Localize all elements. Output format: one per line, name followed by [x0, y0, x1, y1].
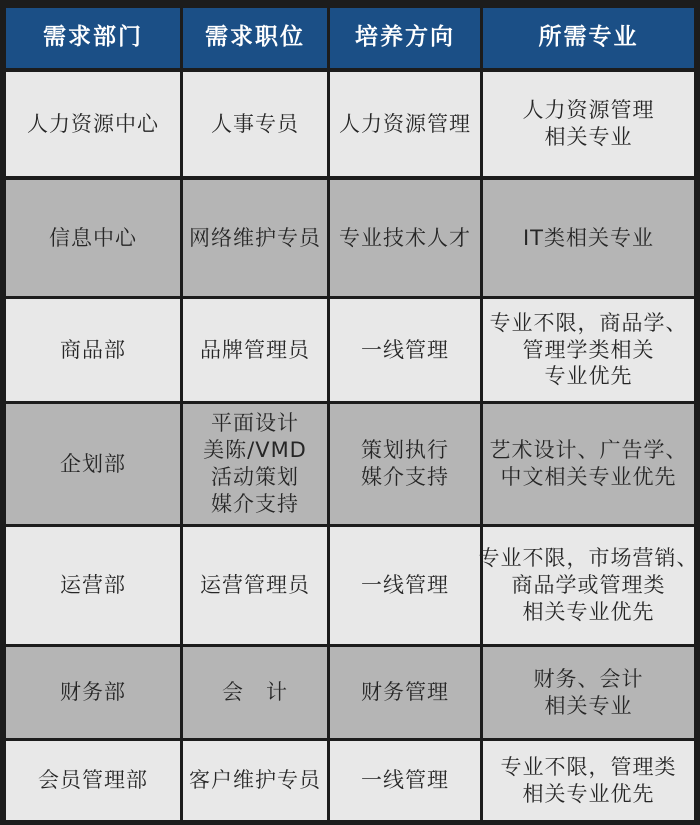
cell-text: [361, 337, 449, 364]
cell-line: 一线管理: [361, 573, 449, 598]
cell-text: [361, 679, 449, 706]
cell-text: [60, 451, 126, 478]
cell-line: 管理学类相关: [522, 337, 655, 362]
header-major: 所需专业: [483, 8, 694, 68]
cell-department: [6, 180, 180, 296]
cell-line: 运营管理员: [200, 573, 310, 598]
cell-direction: [330, 72, 480, 176]
cell-line: 媒介支持: [210, 491, 299, 516]
cell-text: [60, 572, 126, 599]
cell-line: 中文相关专业优先: [500, 465, 677, 489]
cell-position: [183, 180, 327, 296]
cell-major: [483, 647, 694, 738]
cell-text: [203, 410, 307, 518]
cell-text: [211, 111, 299, 138]
header-department: 需求部门: [6, 8, 180, 68]
cell-text: [200, 572, 310, 599]
cell-line: 企划部: [60, 451, 126, 476]
cell-line: 品牌管理员: [200, 337, 310, 362]
cell-department: [6, 527, 180, 644]
cell-position: [183, 741, 327, 820]
cell-text: [189, 225, 321, 252]
cell-line: 专业不限，管理类: [500, 754, 677, 779]
cell-text: [339, 111, 471, 138]
cell-line: 人事专员: [211, 111, 299, 136]
cell-major: [483, 180, 694, 296]
cell-direction: [330, 741, 480, 820]
cell-line: 一线管理: [361, 337, 449, 362]
cell-line: 人力资源管理: [522, 98, 655, 123]
cell-line: 会员管理部: [38, 768, 148, 793]
cell-line: 相关专业优先: [522, 599, 655, 624]
cell-text: [339, 225, 471, 252]
cell-line: 会 计: [222, 680, 288, 705]
cell-direction: [330, 647, 480, 738]
cell-major: [483, 72, 694, 176]
cell-line: 人力资源中心: [27, 111, 159, 136]
cell-major: [483, 404, 694, 524]
cell-line: 专业优先: [544, 364, 633, 389]
cell-line: 财务管理: [361, 680, 449, 705]
cell-line: 一线管理: [361, 768, 449, 793]
cell-department: [6, 647, 180, 738]
cell-line: IT类相关专业: [522, 225, 655, 250]
cell-text: [38, 767, 148, 794]
cell-line: 商品部: [60, 337, 126, 362]
cell-major: [478, 527, 699, 644]
cell-direction: [330, 299, 480, 401]
cell-line: 专业不限，市场营销、: [478, 546, 699, 571]
header-direction: 培养方向: [330, 8, 480, 68]
cell-department: [6, 72, 180, 176]
cell-direction: [330, 527, 480, 644]
cell-line: 人力资源管理: [339, 111, 471, 136]
cell-direction: [330, 404, 480, 524]
cell-line: 商品学或管理类: [511, 573, 666, 598]
cell-line: 财务部: [60, 680, 126, 705]
header-position: 需求职位: [183, 8, 327, 68]
cell-position: [183, 404, 327, 524]
cell-line: 活动策划: [210, 465, 299, 489]
cell-line: 艺术设计、广告学、: [489, 438, 688, 463]
cell-position: [183, 72, 327, 176]
cell-direction: [330, 180, 480, 296]
cell-department: [6, 741, 180, 820]
cell-text: [27, 111, 159, 138]
cell-line: 专业不限，商品学、: [489, 310, 688, 335]
cell-text: [501, 754, 677, 808]
cell-line: 美陈/VMD: [203, 438, 307, 463]
cell-position: [183, 299, 327, 401]
cell-text: [60, 679, 126, 706]
cell-text: [361, 572, 449, 599]
cell-text: [200, 337, 310, 364]
cell-line: 信息中心: [49, 225, 137, 250]
cell-line: 相关专业: [544, 125, 633, 149]
cell-line: 运营部: [60, 573, 126, 598]
cell-text: [523, 225, 654, 252]
cell-text: [534, 666, 644, 720]
cell-line: 客户维护专员: [189, 768, 321, 793]
cell-major: [483, 299, 694, 401]
cell-line: 财务、会计: [533, 666, 644, 691]
cell-text: [60, 337, 126, 364]
cell-text: [490, 437, 688, 491]
cell-line: 媒介支持: [361, 465, 449, 489]
cell-major: [483, 741, 694, 820]
cell-line: 专业技术人才: [339, 225, 471, 250]
cell-text: [361, 437, 449, 491]
cell-position: [183, 647, 327, 738]
cell-text: [479, 545, 699, 626]
cell-text: [523, 97, 655, 151]
cell-text: [222, 679, 288, 706]
cell-position: [183, 527, 327, 644]
cell-text: [189, 767, 321, 794]
cell-department: [6, 299, 180, 401]
cell-department: [6, 404, 180, 524]
cell-line: 相关专业: [544, 693, 633, 718]
cell-line: 平面设计: [210, 411, 299, 436]
cell-text: [361, 767, 449, 794]
cell-line: 相关专业优先: [522, 781, 655, 806]
cell-line: 策划执行: [361, 438, 449, 463]
cell-text: [490, 310, 688, 391]
cell-text: [49, 225, 137, 252]
cell-line: 网络维护专员: [189, 225, 321, 250]
